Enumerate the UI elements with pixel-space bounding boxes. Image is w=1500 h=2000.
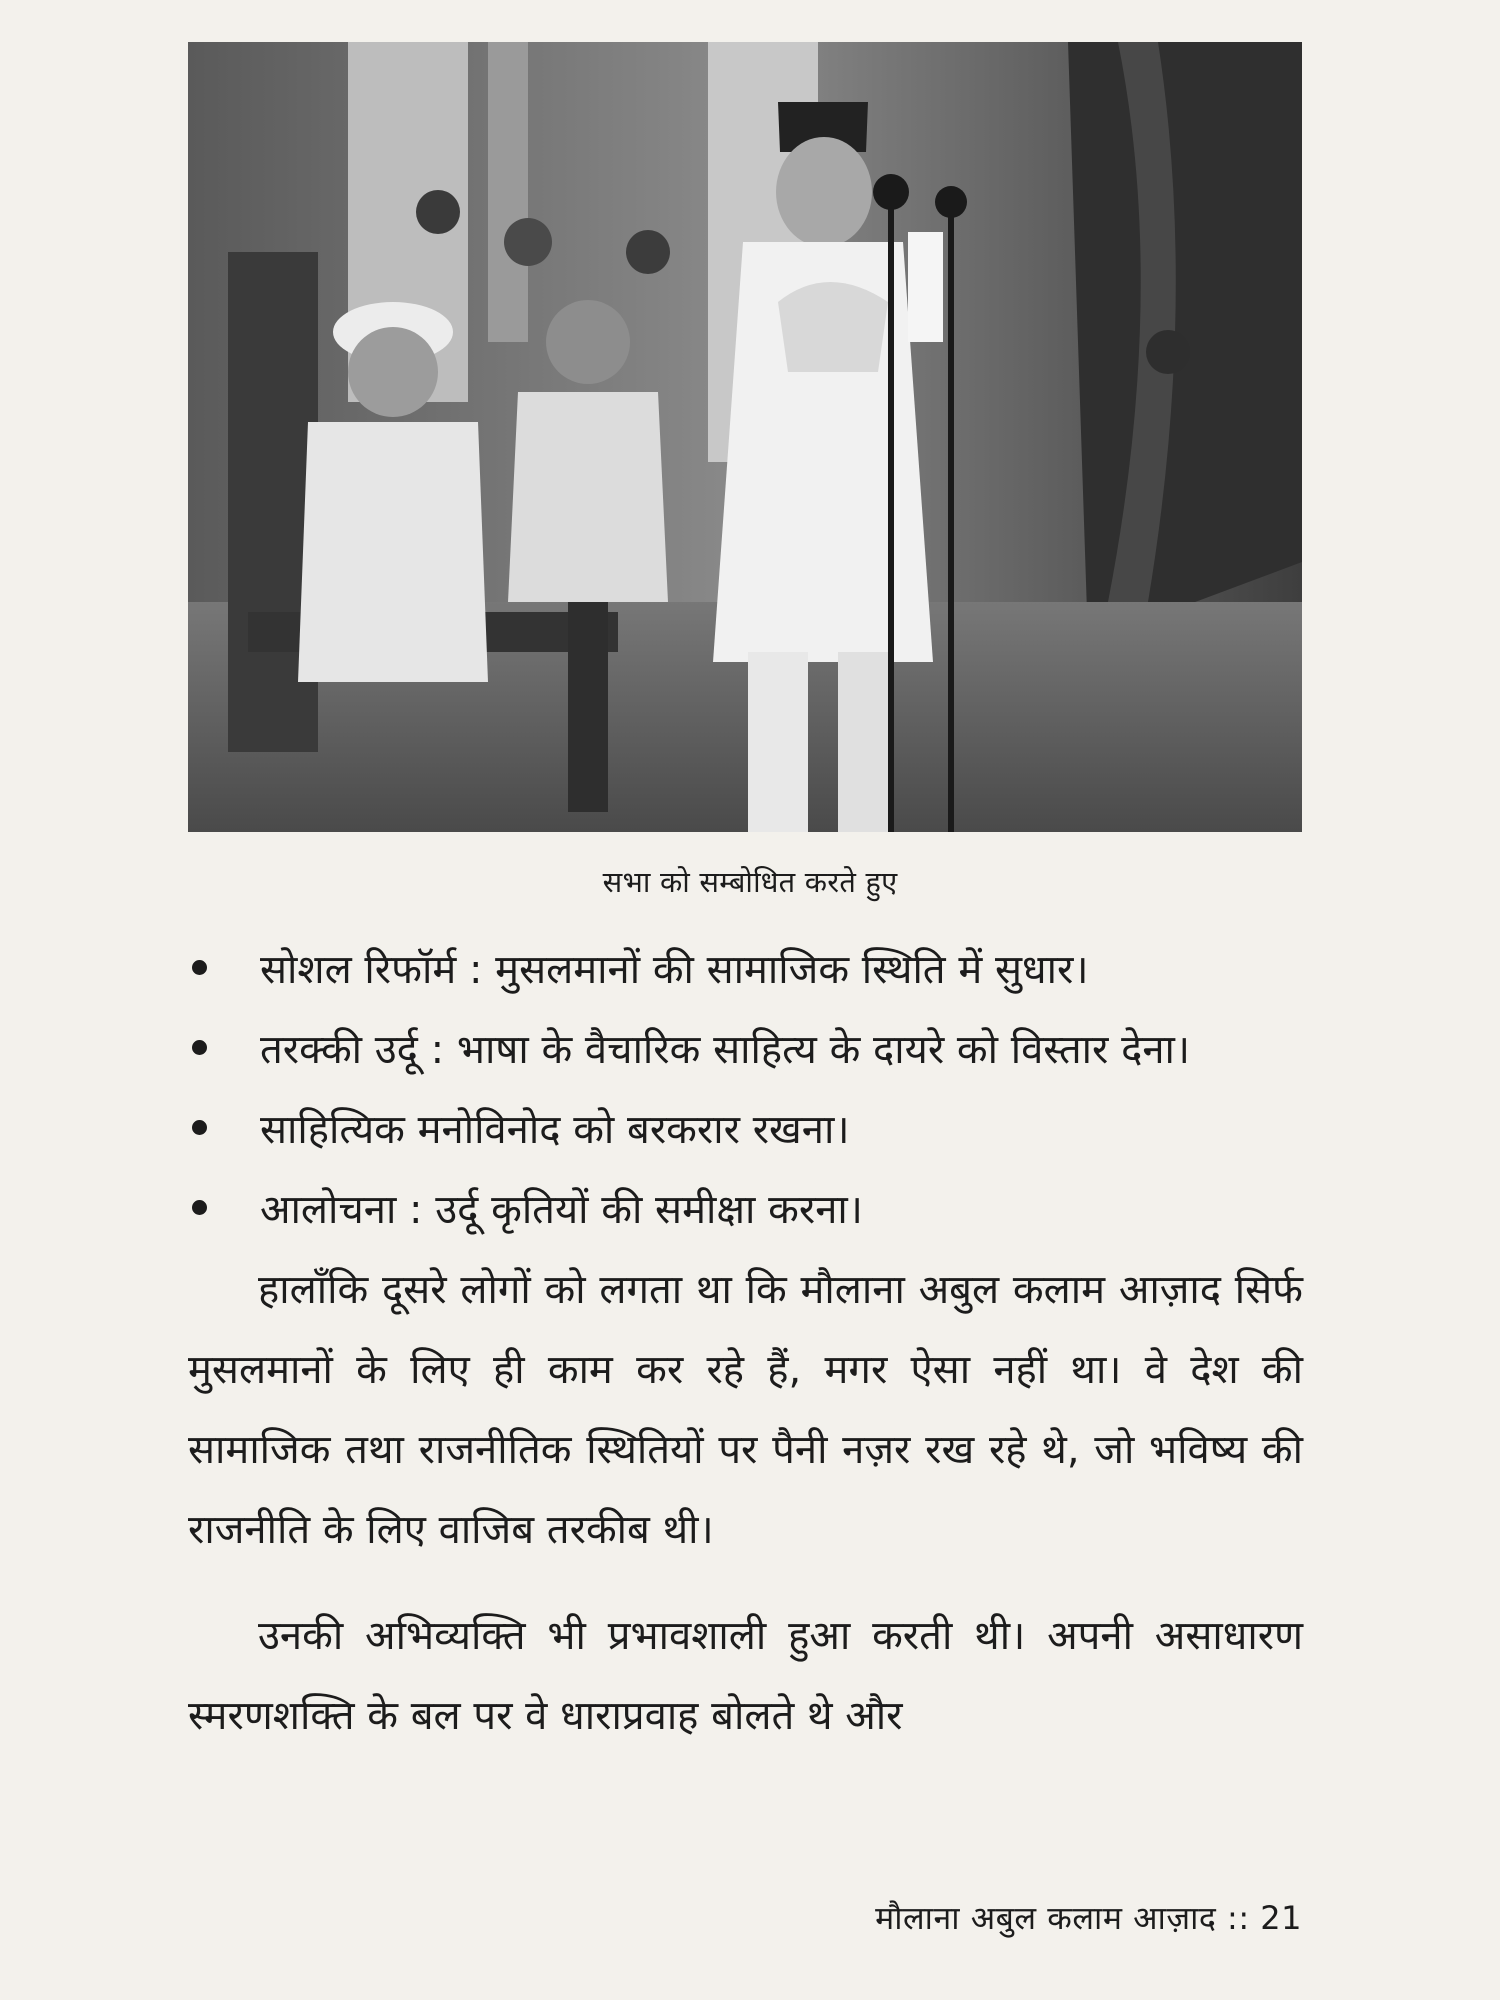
bullet-item xyxy=(188,1010,1303,1090)
bullet-text: साहित्यिक मनोविनोद को बरकरार रखना। xyxy=(260,1107,850,1153)
photo-caption: सभा को सम्बोधित करते हुए xyxy=(602,865,898,899)
bullet-text: आलोचना : उर्दू कृतियों की समीक्षा करना। xyxy=(260,1187,863,1233)
page-body xyxy=(188,930,1303,1756)
bullet-item xyxy=(188,1090,1303,1170)
bullet-item xyxy=(188,930,1303,1010)
bullet-dot-icon xyxy=(192,1120,207,1135)
bullet-dot-icon xyxy=(192,1040,207,1055)
bullet-text: सोशल रिफॉर्म : मुसलमानों की सामाजिक स्थिति में सुधार। xyxy=(260,947,1089,993)
body-paragraph: हालाँकि दूसरे लोगों को लगता था कि मौलाना अबुल कलाम आज़ाद सिर्फ मुसलमानों के लिए ही काम कर रहे हैं, मगर ऐसा नहीं था। वे देश की सामाजिक तथा राजनीतिक स्थितियों पर पैनी नज़र रख रहे थे, जो भविष्य की राजनीति के लिए वाजिब तरकीब थी। xyxy=(188,1267,1303,1553)
bullet-text: तरक्की उर्दू : भाषा के वैचारिक साहित्य के दायरे को विस्तार देना। xyxy=(260,1027,1191,1073)
page-footer: मौलाना अबुल कलाम आज़ाद :: 21 xyxy=(875,1899,1302,1937)
bullet-dot-icon xyxy=(192,1200,207,1215)
body-paragraph: उनकी अभिव्यक्ति भी प्रभावशाली हुआ करती थी। अपनी असाधारण स्मरणशक्ति के बल पर वे धाराप्रवाह बोलते थे और xyxy=(188,1613,1303,1739)
photograph-image xyxy=(188,42,1302,832)
bullet-dot-icon xyxy=(192,960,207,975)
bullet-item xyxy=(188,1170,1303,1250)
photograph xyxy=(188,42,1302,832)
